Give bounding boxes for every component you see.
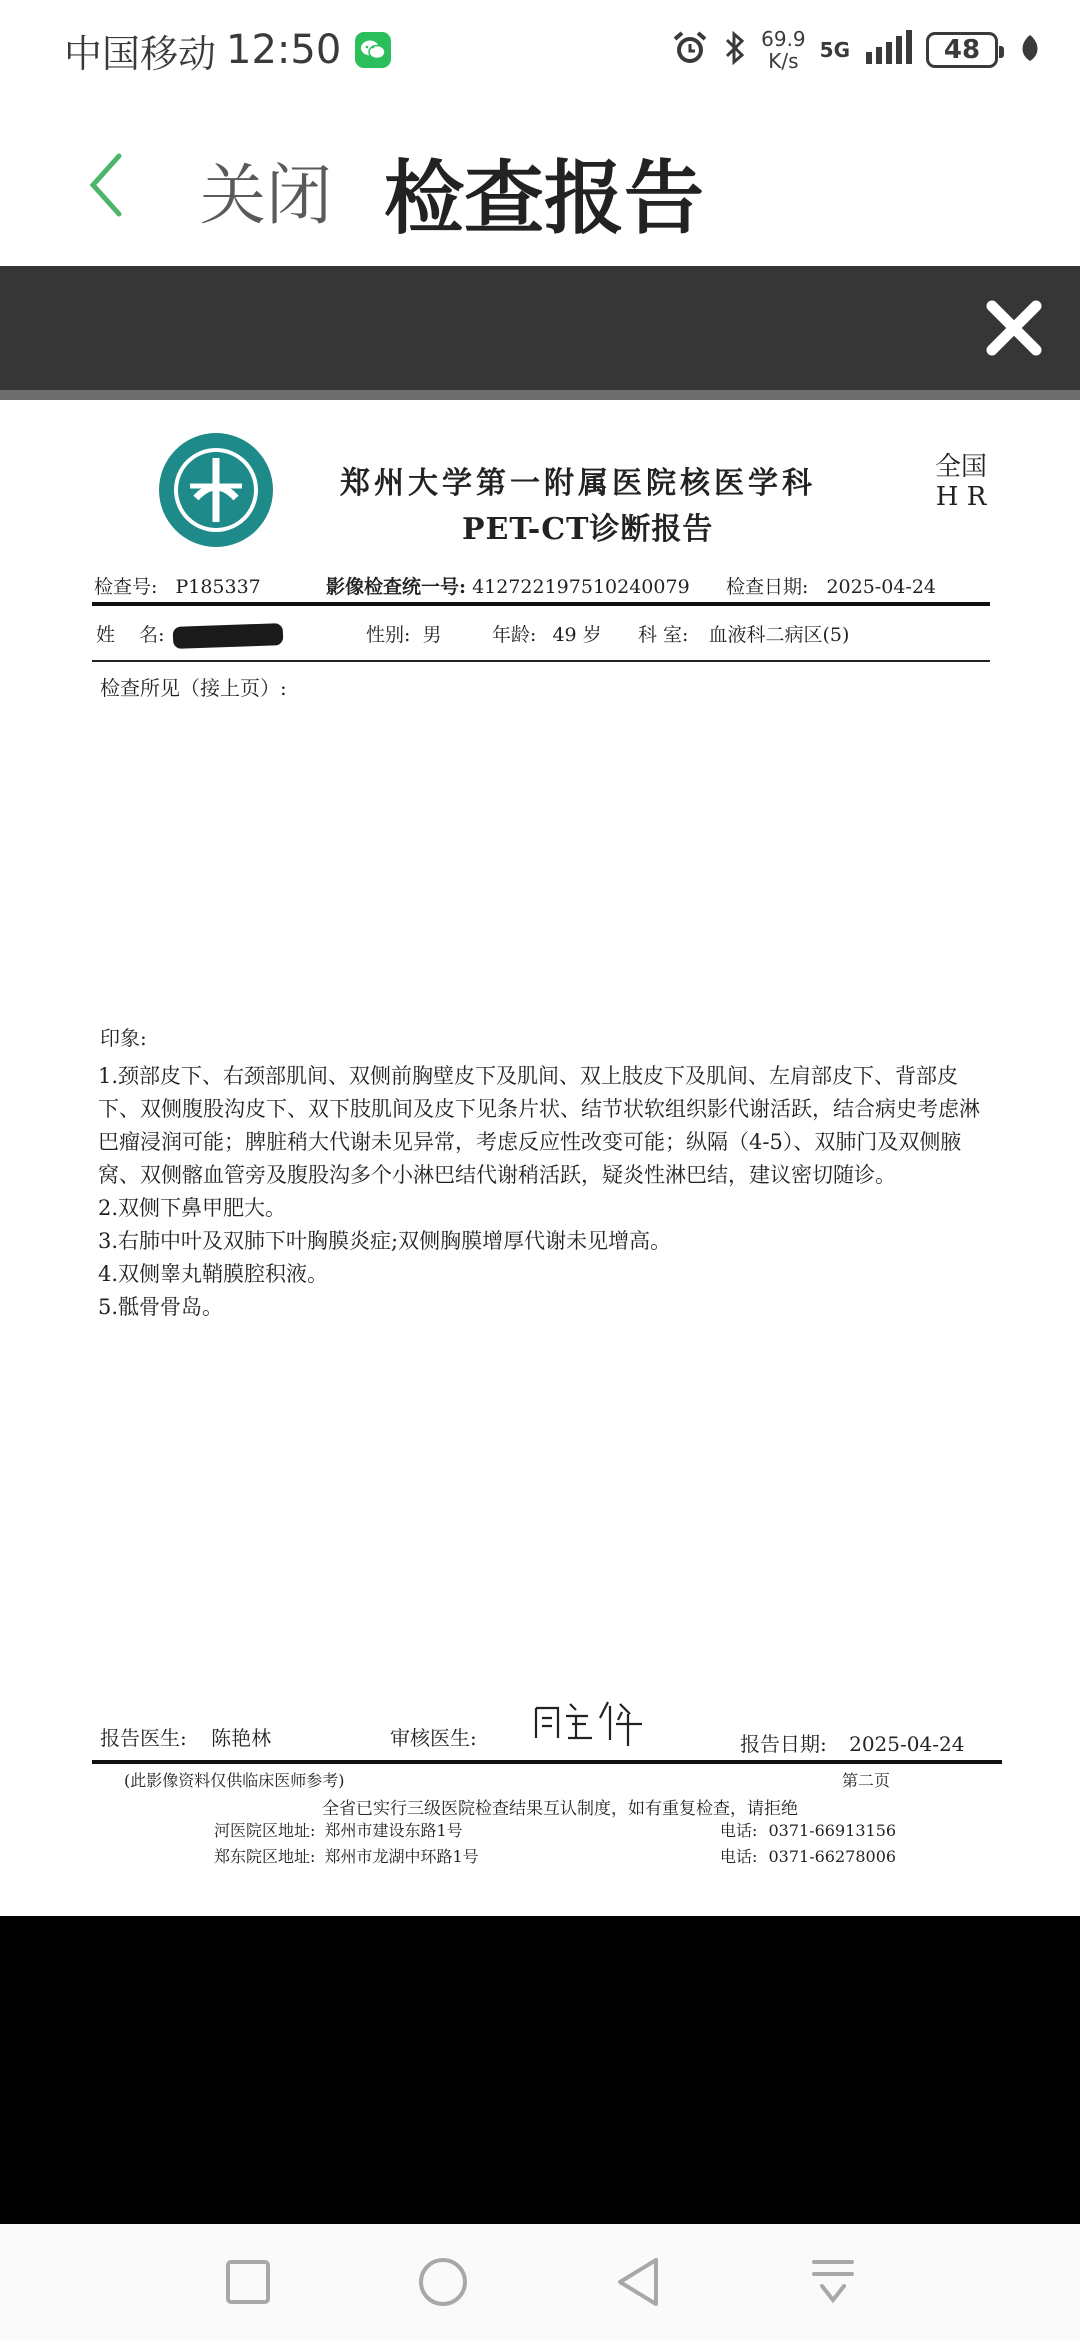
branch1-address: 郑州市建设东路1号	[324, 1821, 463, 1840]
branch2-address: 郑州市龙湖中环路1号	[324, 1847, 479, 1866]
battery-indicator: 48	[926, 32, 998, 68]
patient-rule	[92, 660, 990, 662]
wechat-icon	[355, 32, 391, 68]
circle-icon	[417, 2256, 469, 2308]
branch1-label: 河医院区地址:	[214, 1821, 316, 1840]
hr-line1: 全国	[935, 452, 988, 482]
impression-item: 5.骶骨骨岛。	[98, 1295, 224, 1319]
system-nav-bar	[0, 2224, 1080, 2340]
impression-item: 3.右肺中叶及双肺下叶胸膜炎症;双侧胸膜增厚代谢未见增高。	[98, 1229, 672, 1253]
footer-rule	[92, 1760, 1002, 1764]
dept-row	[638, 620, 849, 647]
sex-label: 性别:	[366, 624, 411, 646]
branch2-tel-label: 电话:	[720, 1847, 758, 1866]
alarm-icon	[671, 29, 709, 71]
exam-date-row	[726, 572, 936, 599]
reporter-row	[100, 1722, 271, 1751]
pulldown-icon	[810, 2256, 856, 2308]
reviewer-row	[390, 1722, 477, 1751]
net-speed-value: 69.9	[761, 27, 806, 51]
reporter-label: 报告医生:	[100, 1726, 187, 1750]
age-value: 49 岁	[552, 624, 602, 646]
page-number: 第二页	[842, 1771, 891, 1790]
clock: 12:50	[226, 27, 342, 73]
impression-list	[98, 1060, 988, 1324]
image-viewer-toolbar	[0, 266, 1080, 390]
carrier-name: 中国移动	[64, 31, 217, 76]
branch2-tel-row	[720, 1844, 896, 1867]
report-date: 2025-04-24	[849, 1732, 965, 1756]
network-type: 5G	[819, 38, 850, 62]
recents-button[interactable]	[218, 2252, 278, 2312]
findings-label: 检查所见（接上页）:	[100, 676, 287, 700]
impression-item: 1.颈部皮下、右颈部肌间、双侧前胸壁皮下及肌间、双上肢皮下及肌间、左肩部皮下、背部皮下、双侧腹股沟皮下、双下肢肌间及皮下见条片状、结节状软组织影代谢活跃，结合病史考虑淋巴瘤浸润可能；脾脏稍大代谢未见异常，考虑反应性改变可能；纵隔（4-5）、双肺门及双侧腋窝、双侧髂血管旁及腹股沟多个小淋巴结代谢稍活跃，疑炎性淋巴结，建议密切随诊。	[98, 1064, 980, 1187]
page-title: 检查报告	[384, 152, 704, 245]
reviewer-signature	[530, 1694, 650, 1750]
viewer-background	[0, 1916, 1080, 2224]
hospital-logo	[156, 430, 276, 550]
disclaimer: (此影像资料仅供临床医师参考)	[124, 1771, 345, 1790]
pulldown-button[interactable]	[803, 2252, 863, 2312]
square-icon	[225, 2259, 271, 2305]
report-date-row	[740, 1728, 964, 1757]
leaf-icon	[1020, 33, 1040, 67]
status-bar	[0, 0, 1080, 100]
dept-value: 血液科二病区(5)	[708, 624, 850, 646]
signal-icon	[864, 30, 912, 70]
bluetooth-icon	[723, 29, 747, 71]
name-label: 姓 名:	[96, 624, 165, 646]
imaging-id-label: 影像检查统一号:	[326, 576, 467, 598]
exam-no-row	[94, 572, 261, 599]
exam-no-label: 检查号:	[94, 576, 158, 598]
redacted-name	[172, 623, 283, 649]
dept-label: 科 室:	[638, 624, 689, 646]
report-date-label: 报告日期:	[740, 1732, 827, 1756]
mutual-recognition-notice: 全省已实行三级医院检查结果互认制度，如有重复检查，请拒绝	[322, 1799, 798, 1819]
app-header	[0, 100, 1080, 266]
exam-no: P185337	[175, 576, 261, 598]
triangle-back-icon	[614, 2256, 662, 2308]
reviewer-label: 审核医生:	[390, 1726, 477, 1750]
back-nav-button[interactable]	[608, 2252, 668, 2312]
back-button[interactable]	[70, 140, 140, 230]
branch1-tel: 0371-66913156	[768, 1821, 897, 1840]
imaging-id: 412722197510240079	[472, 576, 690, 598]
branch1-tel-label: 电话:	[720, 1821, 758, 1840]
branch1-address-row	[214, 1818, 463, 1841]
branch2-label: 郑东院区地址:	[214, 1847, 316, 1866]
branch2-address-row	[214, 1844, 479, 1867]
header-rule	[92, 602, 990, 606]
exam-date-label: 检查日期:	[726, 576, 809, 598]
age-row	[492, 620, 602, 647]
impression-label: 印象:	[100, 1026, 147, 1050]
age-label: 年龄:	[492, 624, 537, 646]
impression-item: 4.双侧睾丸鞘膜腔积液。	[98, 1262, 329, 1286]
impression-item: 2.双侧下鼻甲肥大。	[98, 1196, 287, 1220]
branch1-tel-row	[720, 1818, 896, 1841]
exam-date: 2025-04-24	[826, 576, 936, 598]
report-type: PET-CT诊断报告	[462, 512, 714, 547]
hospital-name: 郑州大学第一附属医院核医学科	[340, 466, 816, 501]
report-image[interactable]	[0, 400, 1080, 1916]
sex-row	[366, 620, 441, 647]
home-button[interactable]	[413, 2252, 473, 2312]
close-icon	[984, 298, 1044, 358]
hr-line2: H R	[935, 482, 987, 512]
viewer-close-button[interactable]	[984, 298, 1044, 358]
branch2-tel: 0371-66278006	[768, 1847, 897, 1866]
net-speed	[761, 28, 806, 72]
sex-value: 男	[422, 624, 442, 646]
patient-name-row	[96, 620, 283, 647]
close-link[interactable]: 关闭	[200, 157, 332, 234]
reporter-name: 陈艳林	[211, 1726, 272, 1750]
chevron-left-icon	[85, 150, 125, 220]
net-speed-unit: K/s	[768, 49, 799, 73]
imaging-id-row	[326, 572, 690, 599]
viewer-divider	[0, 390, 1080, 400]
hr-mark	[935, 452, 987, 512]
